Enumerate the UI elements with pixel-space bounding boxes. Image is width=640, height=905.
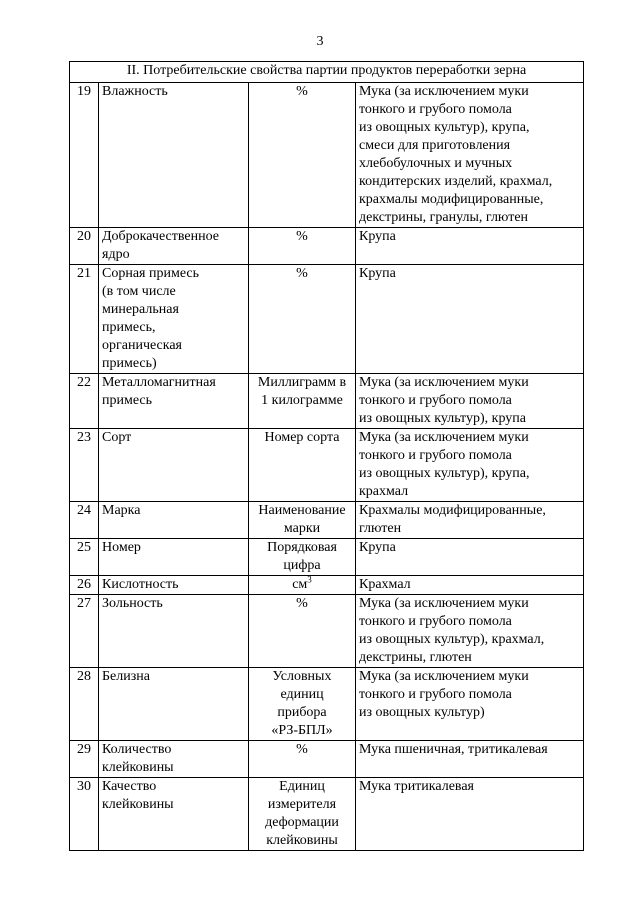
unit-of-measure (249, 502, 356, 539)
text-line: % (296, 742, 308, 757)
unit-of-measure (249, 668, 356, 741)
indicator-name (99, 741, 249, 778)
text-line: Марка (102, 503, 141, 518)
text-line: Наименование (258, 503, 346, 518)
text-line: Мука (за исключением муки (359, 596, 529, 611)
indicator-name (99, 83, 249, 228)
indicator-name (99, 778, 249, 851)
row-number: 22 (70, 374, 99, 429)
row-number: 29 (70, 741, 99, 778)
text-line: Крахмалы модифицированные, (359, 503, 546, 518)
text-line: органическая (102, 338, 183, 353)
text-line: Условных (272, 669, 332, 684)
text-line: минеральная (102, 302, 179, 317)
text-line: Миллиграмм в (257, 375, 347, 390)
text-line: Мука (за исключением муки (359, 669, 529, 684)
unit-of-measure (249, 429, 356, 502)
unit-of-measure (249, 374, 356, 429)
indicator-name (99, 429, 249, 502)
page-number: 3 (316, 34, 324, 49)
text-line: Зольность (102, 596, 163, 611)
text-line: тонкого и грубого помола (359, 687, 512, 702)
row-number: 26 (70, 576, 99, 595)
product-list (356, 83, 584, 228)
product-list (356, 668, 584, 741)
text-line: % (296, 84, 308, 99)
text-line: Мука (за исключением муки (359, 375, 529, 390)
text-line: ядро (102, 247, 130, 262)
text-line: 1 килограмме (261, 393, 343, 408)
product-list (356, 595, 584, 668)
text-line: % (296, 266, 308, 281)
table-row (70, 741, 584, 778)
text-line: тонкого и грубого помола (359, 448, 512, 463)
product-list (356, 374, 584, 429)
table-row (70, 83, 584, 228)
text-line: Белизна (102, 669, 150, 684)
table-row (70, 429, 584, 502)
properties-table (69, 61, 584, 851)
text-line: декстрины, гранулы, глютен (359, 210, 529, 225)
section-title: II. Потребительские свойства партии продуктов переработки зерна (70, 62, 584, 83)
text-line: примесь) (102, 356, 157, 371)
text-line: глютен (359, 521, 402, 536)
table-row (70, 265, 584, 374)
text-line: Порядковая (267, 540, 337, 555)
text-line: тонкого и грубого помола (359, 102, 512, 117)
text-line: клейковины (266, 833, 338, 848)
row-number: 30 (70, 778, 99, 851)
row-number: 25 (70, 539, 99, 576)
text-line: % (296, 596, 308, 611)
table-row (70, 374, 584, 429)
table-row (70, 502, 584, 539)
indicator-name (99, 228, 249, 265)
text-line: кондитерских изделий, крахмал, (359, 174, 553, 189)
text-line: Номер (102, 540, 141, 555)
text-line: Мука тритикалевая (359, 779, 475, 794)
product-list (356, 429, 584, 502)
unit-of-measure (249, 83, 356, 228)
product-list (356, 576, 584, 595)
table-row (70, 576, 584, 595)
text-line: тонкого и грубого помола (359, 393, 512, 408)
text-line: «РЗ-БПЛ» (271, 723, 333, 738)
text-line: из овощных культур), крахмал, (359, 632, 545, 647)
unit-base: см (292, 577, 308, 592)
text-line: единиц (280, 687, 324, 702)
unit-superscript: 3 (307, 574, 312, 585)
text-line: Номер сорта (264, 430, 340, 445)
text-line: Кислотность (102, 577, 179, 592)
text-line: примесь, (102, 320, 156, 335)
text-line: марки (283, 521, 321, 536)
product-list (356, 741, 584, 778)
indicator-name (99, 668, 249, 741)
text-line: декстрины, глютен (359, 650, 472, 665)
indicator-name (99, 374, 249, 429)
text-line: Металломагнитная (102, 375, 216, 390)
text-line: цифра (283, 558, 321, 573)
text-line: хлебобулочных и мучных (359, 156, 513, 171)
text-line: Мука пшеничная, тритикалевая (359, 742, 548, 757)
indicator-name (99, 539, 249, 576)
text-line: Качество (102, 779, 157, 794)
text-line: измерителя (267, 797, 337, 812)
text-line: смеси для приготовления (359, 138, 511, 153)
row-number: 21 (70, 265, 99, 374)
text-line: из овощных культур) (359, 705, 485, 720)
indicator-name (99, 265, 249, 374)
table-row (70, 778, 584, 851)
text-line: из овощных культур), крупа (359, 411, 526, 426)
text-line: клейковины (102, 760, 174, 775)
product-list (356, 265, 584, 374)
unit-of-measure (249, 576, 356, 595)
row-number: 20 (70, 228, 99, 265)
text-line: из овощных культур), крупа, (359, 120, 530, 135)
unit-of-measure (249, 595, 356, 668)
text-line: (в том числе (102, 284, 176, 299)
text-line: Крупа (359, 229, 396, 244)
row-number: 19 (70, 83, 99, 228)
row-number: 27 (70, 595, 99, 668)
text-line: Мука (за исключением муки (359, 430, 529, 445)
product-list (356, 502, 584, 539)
indicator-name (99, 595, 249, 668)
unit-of-measure (249, 265, 356, 374)
text-line: Количество (102, 742, 172, 757)
text-line: тонкого и грубого помола (359, 614, 512, 629)
product-list (356, 539, 584, 576)
text-line: Сорт (102, 430, 132, 445)
row-number: 24 (70, 502, 99, 539)
table-row (70, 595, 584, 668)
text-line: Крахмал (359, 577, 411, 592)
text-line: примесь (102, 393, 153, 408)
text-line: Мука (за исключением муки (359, 84, 529, 99)
table-row (70, 668, 584, 741)
text-line: клейковины (102, 797, 174, 812)
unit-of-measure (249, 228, 356, 265)
text-line: Доброкачественное (102, 229, 219, 244)
row-number: 23 (70, 429, 99, 502)
section-header-row (70, 62, 584, 83)
indicator-name (99, 502, 249, 539)
product-list (356, 778, 584, 851)
row-number: 28 (70, 668, 99, 741)
text-line: деформации (265, 815, 339, 830)
indicator-name (99, 576, 249, 595)
unit-of-measure (249, 778, 356, 851)
table-row (70, 539, 584, 576)
unit-of-measure (249, 539, 356, 576)
table-row (70, 228, 584, 265)
text-line: Крупа (359, 266, 396, 281)
unit-of-measure (249, 741, 356, 778)
text-line: Влажность (102, 84, 168, 99)
text-line: крахмалы модифицированные, (359, 192, 544, 207)
text-line: Сорная примесь (102, 266, 199, 281)
text-line: Единиц (279, 779, 325, 794)
text-line: Крупа (359, 540, 396, 555)
text-line: прибора (277, 705, 327, 720)
text-line: из овощных культур), крупа, (359, 466, 530, 481)
product-list (356, 228, 584, 265)
text-line: % (296, 229, 308, 244)
text-line: крахмал (359, 484, 409, 499)
